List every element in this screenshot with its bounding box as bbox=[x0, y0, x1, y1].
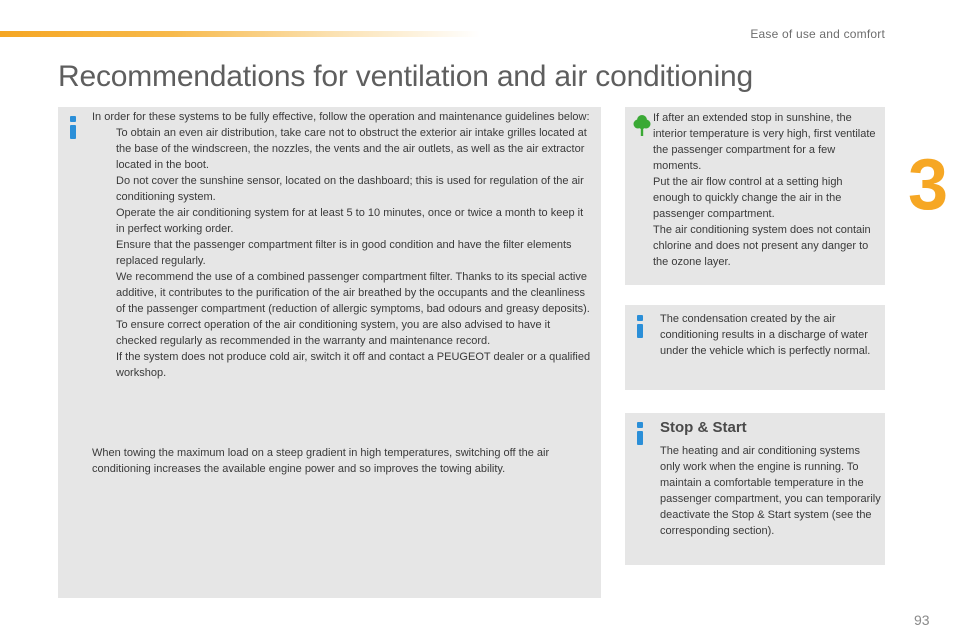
info-icon bbox=[637, 422, 643, 446]
eco-paragraph: If after an extended stop in sunshine, the interior temperature is very high, first ventilate the passenger compartment for a few moments. bbox=[653, 112, 876, 172]
list-item: Ensure that the passenger compartment filter is in good condition and have the filter elements replaced regularly. We recommend the use of a combined passenger compartment filter. Thanks to its special active additive, it contributes to the purification of the air breathed by the occupants and the cleanliness of the passenger compartment (reduction of allergic symptoms, bad odours and greasy deposits). bbox=[92, 237, 592, 317]
eco-paragraph: Put the air flow control at a setting high enough to quickly change the air in the passenger compartment. bbox=[653, 176, 843, 220]
condensation-box bbox=[625, 305, 885, 390]
list-item: Operate the air conditioning system for at least 5 to 10 minutes, once or twice a month to keep it in perfect working order. bbox=[116, 207, 584, 235]
eco-advice-box bbox=[625, 107, 885, 285]
main-recommendations-box bbox=[58, 107, 601, 598]
filter-note: We recommend the use of a combined passenger compartment filter. Thanks to its special active additive, it contributes to the purification of the air breathed by the occupants and the cleanliness of the passenger compartment (reduction of allergic symptoms, bad odours and greasy deposits). bbox=[116, 271, 590, 315]
tree-icon bbox=[633, 114, 651, 136]
info-icon bbox=[70, 116, 76, 140]
eco-paragraph: The air conditioning system does not contain chlorine and does not present any danger to the ozone layer. bbox=[653, 224, 871, 268]
stop-start-title: Stop & Start bbox=[660, 419, 747, 436]
section-label: Ease of use and comfort bbox=[750, 27, 885, 41]
header-accent-bar bbox=[0, 31, 480, 37]
page-number: 93 bbox=[914, 612, 930, 628]
list-item: To obtain an even air distribution, take care not to obstruct the exterior air intake grilles located at the base of the windscreen, the nozzles, the vents and the air outlets, as well as the air extractor located in the boot. bbox=[116, 127, 587, 171]
page-title: Recommendations for ventilation and air conditioning bbox=[58, 60, 754, 93]
condensation-text: The condensation created by the air conditioning results in a discharge of water under the vehicle which is perfectly normal. bbox=[660, 313, 871, 357]
recommendations-text bbox=[92, 109, 592, 381]
chapter-number: 3 bbox=[907, 145, 949, 225]
recommendation-list bbox=[92, 125, 592, 381]
towing-note: When towing the maximum load on a steep gradient in high temperatures, switching off the air conditioning increases the available engine power and so improves the towing ability. bbox=[92, 447, 550, 475]
list-item: If the system does not produce cold air, switch it off and contact a PEUGEOT dealer or a qualified workshop. bbox=[116, 351, 591, 379]
stop-start-box bbox=[625, 413, 885, 565]
stop-start-text: The heating and air conditioning systems only work when the engine is running. To maintain a comfortable temperature in the passenger compartment, you can temporarily deactivate the Stop & Start system (see the corresponding section). bbox=[660, 445, 881, 537]
intro-text: In order for these systems to be fully effective, follow the operation and maintenance guidelines below: bbox=[92, 111, 590, 123]
eco-advice-text bbox=[653, 110, 881, 270]
info-icon bbox=[637, 315, 643, 339]
list-item: Do not cover the sunshine sensor, located on the dashboard; this is used for regulation of the air conditioning system. bbox=[116, 175, 584, 203]
list-item: To ensure correct operation of the air conditioning system, you are also advised to have it checked regularly as recommended in the warranty and maintenance record. bbox=[116, 319, 551, 347]
